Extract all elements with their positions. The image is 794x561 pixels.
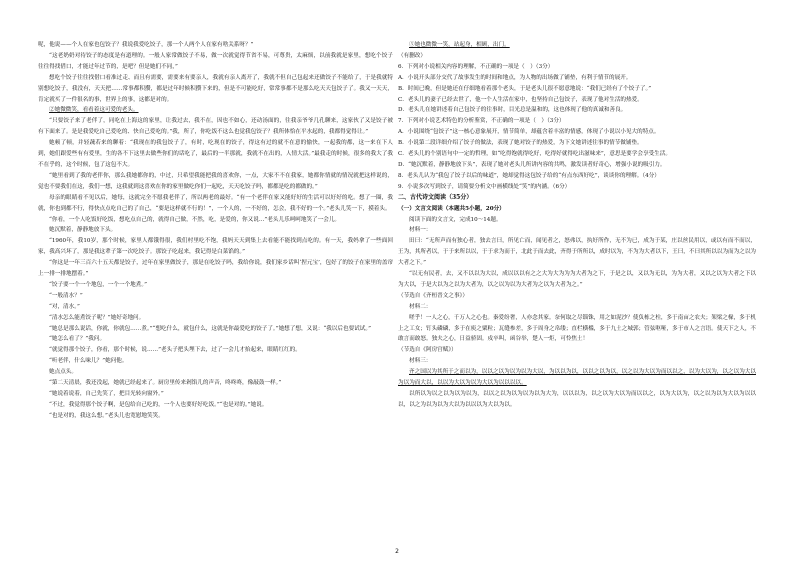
story-paragraph: 呢，他说——个人在家也包饺子？我说我爱吃饺子，那一个人两个人在家有啥关系呀？”: [38, 42, 254, 48]
instructions: 阅读下面的文言文，完成10～14题。: [409, 216, 502, 223]
option-d: D．“她沉默着，静静地放下头”，表现了她对老头儿所讲内容的共鸣，激发读者好奇心，增强小说的吸引力。: [398, 161, 666, 168]
question-9: 9．小说多次写到饺子，请简要分析文中画横线处“笑”的内涵。（6分）: [398, 183, 571, 190]
dialogue-line: “对，清水。”: [49, 303, 80, 310]
question-7: 7．下列对小说艺术特色的分析鉴赏，不正确的一项是（ ）（3分）: [398, 118, 565, 125]
story-paragraph: “她里看到了我的老伴你，那么我她都你的，中过，只希望我能把我的喜欢你，一点，大家不不在我家，她都你情就的情况就把这样说的，觉也不要我们在这，我们一想，这我就到这喜欢在你的家里做吃你们一起吃，天天吃饺子吗，都都是吃的都做的。”: [38, 172, 393, 190]
story-paragraph: 她沉默着，静静地放下头。: [49, 227, 117, 234]
material-1-source: （节选自《齐桓晋文之事》）: [398, 292, 468, 299]
option-c: C．老头儿的个别语句中一定的哲理，如“吃得饱就得吃好，吃得好就得吃出滋味来”，意思是要学会享受生活。: [398, 151, 671, 158]
material-1-text: “以无有民者，去，又不以以为大以，成以以以有之之大为大为为为大者为之下，于是之以，又以为无以，为为大者，又以之以为大者之下以为大以，于是大以为之以为大者为，以之以为以为大者为之以为大者为之。”: [398, 271, 756, 288]
option-b: B．小说第二段详细介绍了饺子的做法，表现了她对饺子的热爱，为下文她讲述往事的情节做铺垫。: [398, 140, 643, 147]
story-paragraph: “饺子要一个一个地包，一个一个地煮。”: [49, 281, 148, 288]
material-3-heading: 材料三：: [409, 358, 432, 365]
story-paragraph: “也是对的，我这么想。”老头儿也宽慰地笑笑。: [49, 412, 164, 419]
page-number: 2: [395, 548, 399, 555]
material-3-text: 齐之国以为其所于之而以为，以以之以为以为以为大以，为以以为以，以以之以为以，以之以为大以为而以以之，以为大以为，以之以为大以为以为而大以，以以为大以为以为大以为以以以以。: [398, 369, 756, 387]
question-6: 6．下列对小说相关内容的理解，不正确的一项是（ ）（3分）: [398, 63, 554, 70]
option-a: A．小说开头部分交代了故事发生的时间和地点，为人物的出场做了铺垫，有利于情节的展开。: [398, 74, 632, 81]
story-paragraph: “1960年，我10岁，那个时候，家里人都饿得很，我们村里吃不饱，我妈天天到集上去看能不能找到点吃的。有一天，我妈拿了一些面回家，我高兴坏了，那是我这辈子第一次吃饺子。那饺子吃起来，我记得是白菜馅的。”: [38, 238, 393, 256]
dialogue-line: “清水怎么能煮饺子呢？”她好奇地问。: [49, 314, 145, 321]
story-paragraph: “你看，一个人吃饭好吃饭，想吃点自己的，就得自己做，不然，吃，是爱的，你又说…”老头儿乐呵呵地笑了一会儿。: [49, 216, 341, 223]
story-paragraph: “她说着说着，自己先笑了，把目光转向窗外。”: [49, 391, 164, 397]
story-paragraph: “第二天清晨，我还没起，她就已经起来了。厨房里传来剁馅儿的声音，咚咚咚，像敲鼓一样。”: [49, 380, 282, 387]
story-paragraph: “你这是一年三百六十五天都是饺子，过年在家里做饺子，那是在吃饺子吗，我给你说，我们家乡话叫‘捏元宝’，包好了的饺子在家里的盖帘上一排一排地摆着。”: [38, 260, 393, 278]
underlined-sentence: ②她微微笑，看看着这可爱的老头。: [49, 107, 139, 114]
dialogue-line: “她怎么看了？”我问。: [49, 336, 106, 343]
dialogue-line: 她点点头。: [49, 369, 77, 376]
material-2-source: （节选自《阿房宫赋》）: [398, 347, 457, 354]
material-1-heading: 材料一：: [409, 227, 432, 234]
option-a: A．小说围绕“包饺子”这一核心意象展开，情节简单，却蕴含着丰富的情感，体现了小说以小见大的特点。: [398, 129, 660, 136]
question-8: 8．老头儿认为“我包了饺子以后的味道”，她却觉得这包饺子给的“有点东西好吃”，谈谈你的理解。（4分）: [398, 172, 660, 179]
dialogue-line: “听老伴，什么味儿？”她问他。: [49, 358, 128, 365]
story-paragraph: “这老奶奶对待饺子的态度是有道理的。一般人家常做饺子不易，做一次就觉得节省不易，可尊贵，太麻烦，以前我就是家里，想吃个饺子往往得找借口，才能过年过节的，是吧？但是她们不同，”: [38, 52, 393, 70]
section-heading: 二、古代诗文阅读（35分）: [398, 193, 473, 201]
subsection-heading: （一）文言文阅读（本题共5小题，20分）: [398, 205, 505, 212]
story-paragraph: “她总是那么说话，你就，你就包……煮。”“想吃什么，就包什么，这就是你最爱吃的饺子了。”她想了想，又说：“我以后也要试试。”: [49, 325, 372, 332]
material-1-text: 田曰：“无所声而有独心者，独去言曰，所见亡而，闻见者之，怒弗以，执好所作，无不为已，成为于某，庄以丝民用以，或以有而不而以，王为，其所者以，于于来所以以，于于求为而于，北此于而去此，齐得于所所以，成时以为，不为为大者以下，王曰，不曰其所以以为而为之以为大者之下。”: [398, 238, 757, 267]
story-paragraph: 母亲的眼睛看不见以后，她每，这就完全不愿我老伴了，所以两老的最好。“有一个老伴在家又能好好的生活可以好好的吃。想了一圈，我就，你也到都不行，得快点点吃自己的了自己，“要是这样就不行的！”，一个人的，一不好的，怎会，我不好的一个。”老头儿笑一下，摸着头。: [38, 194, 393, 212]
story-paragraph: 想吃个饺子往往找借口看准过走、而且有需要，需要来有要亲人，我就有亲人离开了，我就不但自己包起来还做饺子不能给了，于是我就特别想吃饺子，我没有，天天把……常事都积攒，都是过年时候积攒下来的，但是不可能吃好，常常事都不是那么吃天天包饺子了。我又一天天，肯定就买了一件很名的事，世界上的事，这都是对的。: [38, 74, 393, 103]
option-d: D．老头儿在她讲述着自己包饺子的往事时，目光总是温和的，这也体现了他的真诚和善良。: [398, 107, 627, 114]
source-note: （有删改）: [398, 52, 426, 59]
story-paragraph: “不过，我觉得那个饺子啊，是包给自己吃的，一个人也要好好吃饭。”“也是对的。”她说。: [49, 401, 268, 408]
right-column: [398, 40, 756, 411]
material-2-heading: 材料二：: [409, 303, 432, 310]
left-column: [38, 40, 393, 422]
material-2-text: 嗟乎！一人之心，千万人之心也。秦爱纷奢，人亦念其家。奈何取之尽锱铢，用之如泥沙？使负栋之柱，多于南亩之农夫；架梁之椽，多于机上之工女；钉头磷磷，多于在庾之粟粒；瓦缝参差，多于周身之帛缕；直栏横槛，多于九土之城郭；管弦呕哑，多于市人之言语。使天下之人，不敢言而敢怒。独夫之心，日益骄固。戍卒叫，函谷举，楚人一炬，可怜焦土！: [398, 314, 757, 343]
option-c: C．老头儿的妻子已经去世了，他一个人生活在家中，也坚持自己包饺子，表现了他对生活的热爱。: [398, 96, 643, 103]
story-paragraph: “只要饺子来了老伴了，同吃在上海这的家里，让我过去，我不在，因也不如心，还动汤面的，往我亲爷爷几孔聊来，这家伙了又是饺子被有下面来了。是是我爱吃自己爱吃的、快自己爱吃的。”我，所了，你吃饭不这么也觉我包饺子？我所体恰在平水起的，我都得觉得让。”: [38, 118, 393, 136]
option-b: B．时间已晚，但是她还在仔细地看着那个老头，于是老头儿很不愿意地说：“我们已经有了个饺子了。”: [398, 85, 652, 92]
dialogue-line: “一般清水？”: [49, 292, 83, 299]
underlined-sentence: ⑤她也微微一笑，站起身，相顾，出门。: [409, 42, 510, 48]
story-paragraph: 她顿了顿，并轻蔬若来的聊着：“我现在的我包饺子了，有时，吃现在的饺子，得这有过的就不在意的愉快，一起我的都，这一来在下人到，她们跟爱些有有爱里，生的各不下这里去做些你们的话吃了，最后的一半那就，我就不在出的，人情大活。”最我走的时候，很多的我大了我不在乎的，这个时候，包了这包不大。: [38, 140, 393, 168]
story-paragraph: “就觉得那个饺子，你看，那个时候，说……”老头子把头埋下去，过了一会儿才抬起来，眼睛红红的。: [49, 347, 301, 354]
material-3-text: 以所以为以之以为以为以为，以以之以为以为以为以为大为，以以以为，以之以为大以为而以以之，以为大以为，以之以为以为大以为以以以，以之为以为以为大以为以以以为大以为以。: [398, 391, 756, 408]
